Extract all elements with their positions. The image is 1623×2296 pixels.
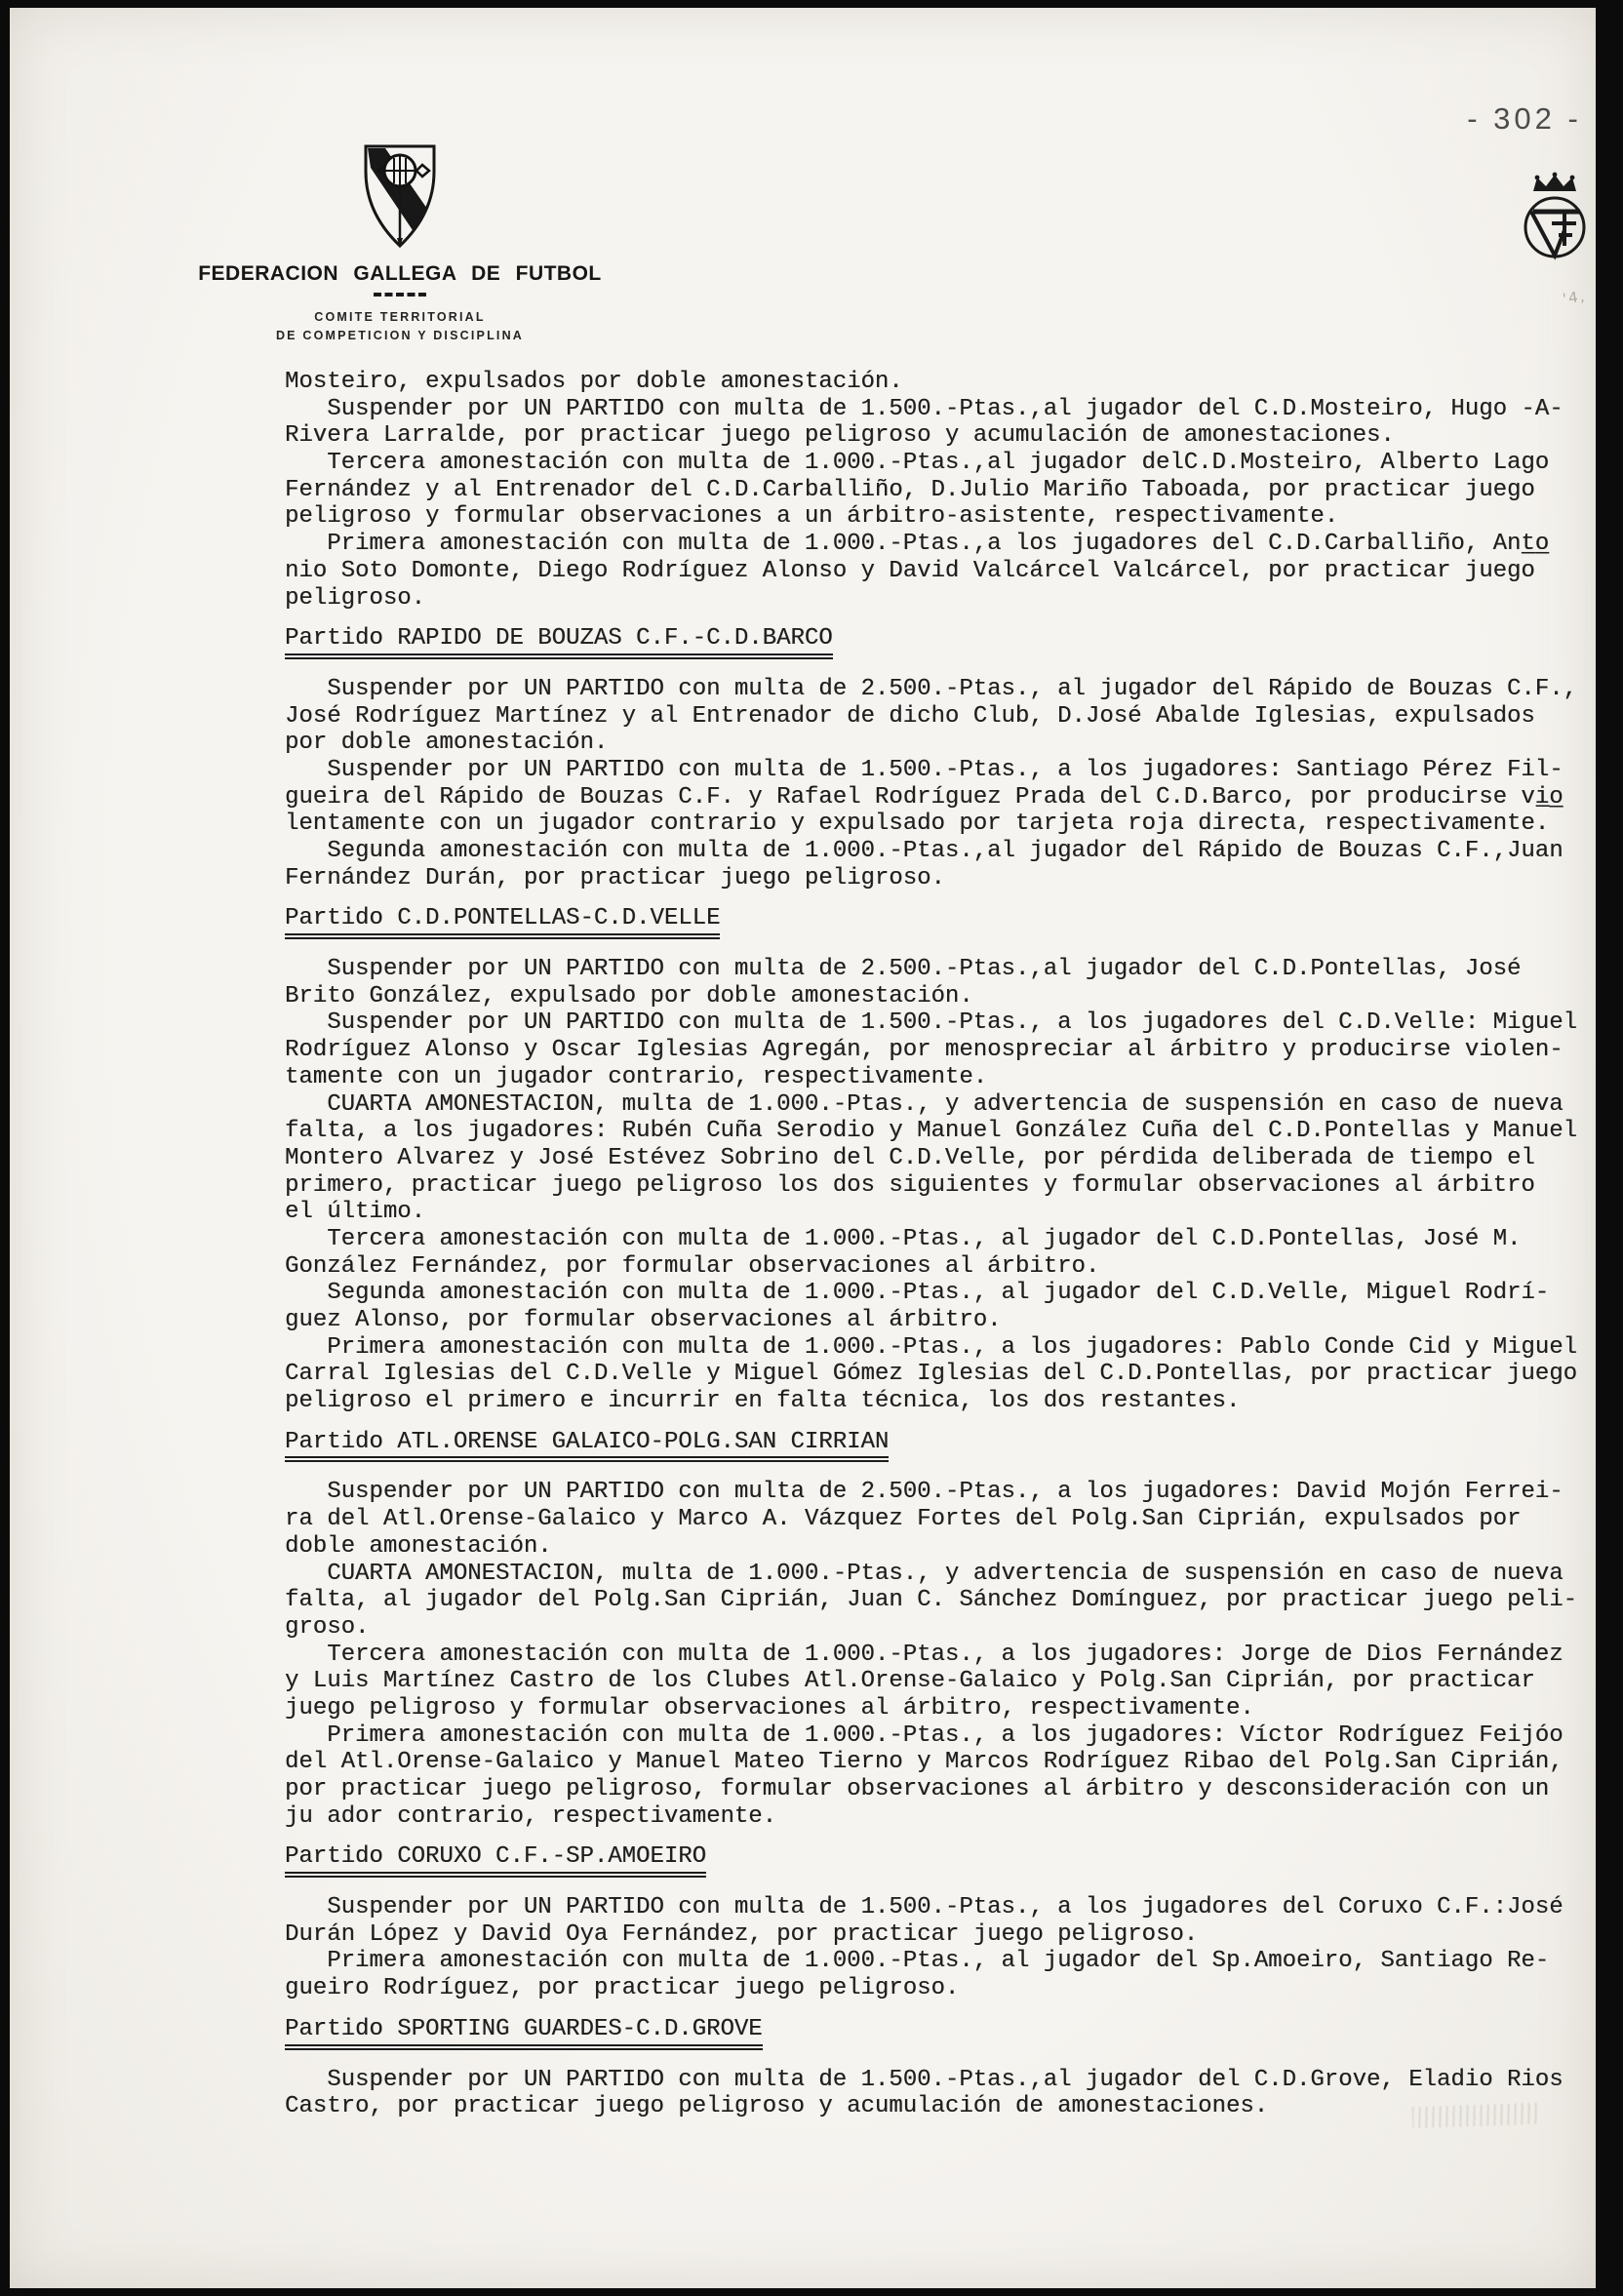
committee-line-1: COMITE TERRITORIAL (314, 310, 486, 324)
section-heading-text: Partido RAPIDO DE BOUZAS C.F.-C.D.BARCO (285, 625, 833, 659)
text-line: Suspender por UN PARTIDO con multa de 1.500.-Ptas., a los jugadores: Santiago Pérez Fil- (285, 756, 1564, 783)
match-section (285, 369, 1603, 612)
page-number: - 302 - (1467, 101, 1582, 136)
text-line: el último. (285, 1199, 426, 1226)
text-line: tamente con un jugador contrario, respectivamente. (285, 1063, 988, 1090)
committee-line-2: DE COMPETICION Y DISCIPLINA (275, 329, 525, 342)
match-section (285, 905, 1603, 1414)
text-line: Segunda amonestación con multa de 1.000.-Ptas.,al jugador del Rápido de Bouzas C.F.,Juan (285, 838, 1564, 864)
text-line: Mosteiro, expulsados por doble amonestación. (285, 369, 903, 395)
text-line: Suspender por UN PARTIDO con multa de 2.500.-Ptas., a los jugadores: David Mojón Ferrei- (285, 1479, 1564, 1506)
text-line: nio Soto Domonte, Diego Rodríguez Alonso y David Valcárcel Valcárcel, por practicar juego (285, 557, 1535, 584)
text-line: Rodríguez Alonso y Oscar Iglesias Agregán, por menospreciar al árbitro y producirse violen- (285, 1037, 1564, 1064)
match-section (285, 1429, 1603, 1831)
text-line: falta, al jugador del Polg.San Ciprián, Juan C. Sánchez Domínguez, por practicar juego peli- (285, 1587, 1578, 1614)
org-name: FEDERACION GALLEGA DE FUTBOL (198, 262, 602, 285)
text-line: peligroso el primero e incurrir en falta técnica, los dos restantes. (285, 1388, 1241, 1415)
text-line: guez Alonso, por formular observaciones al árbitro. (285, 1307, 1002, 1333)
text-line: Fernández Durán, por practicar juego peligroso. (285, 864, 945, 891)
text-line: Primera amonestación con multa de 1.000.-Ptas., a los jugadores: Pablo Conde Cid y Miguel (285, 1333, 1578, 1361)
text-line: peligroso. (285, 584, 426, 612)
text-line: González Fernández, por formular observaciones al árbitro. (285, 1252, 1100, 1280)
text-line: doble amonestación. (285, 1532, 552, 1560)
text-line: Brito González, expulsado por doble amonestación. (285, 982, 973, 1009)
letterhead (107, 142, 693, 345)
text-line: José Rodríguez Martínez y al Entrenador de dicho Club, D.José Abalde Iglesias, expulsados (285, 702, 1535, 730)
federation-shield-icon (361, 142, 439, 250)
section-heading (285, 2016, 1603, 2043)
text-line: Suspender por UN PARTIDO con multa de 1.500.-Ptas.,al jugador del C.D.Grove, Eladio Rios (285, 2066, 1564, 2093)
text-line: Suspender por UN PARTIDO con multa de 1.500.-Ptas., a los jugadores del Coruxo C.F.:José (285, 1894, 1564, 1921)
match-section (285, 2016, 1603, 2120)
match-section (285, 625, 1603, 891)
fgf-crown-crest-icon (1520, 168, 1590, 265)
text-line: Suspender por UN PARTIDO con multa de 2.500.-Ptas.,al jugador del C.D.Pontellas, José (285, 956, 1522, 983)
pencil-annotation: '4, (1561, 287, 1588, 308)
text-line: Tercera amonestación con multa de 1.000.-Ptas., al jugador del C.D.Pontellas, José M. (285, 1225, 1522, 1252)
text-line: Suspender por UN PARTIDO con multa de 1.500.-Ptas., a los jugadores del C.D.Velle: Miguel (285, 1009, 1578, 1037)
document-body (285, 369, 1603, 2120)
section-heading-text: Partido ATL.ORENSE GALAICO-POLG.SAN CIRRIAN (285, 1429, 889, 1463)
text-line: primero, practicar juego peligroso los dos siguientes y formular observaciones al árbitro (285, 1171, 1535, 1199)
section-heading-text: Partido C.D.PONTELLAS-C.D.VELLE (285, 905, 720, 939)
text-line: Castro, por practicar juego peligroso y acumulación de amonestaciones. (285, 2093, 1269, 2120)
text-line: Rivera Larralde, por practicar juego peligroso y acumulación de amonestaciones. (285, 422, 1395, 450)
text-line: juego peligroso y formular observaciones al árbitro, respectivamente. (285, 1694, 1254, 1722)
text-line: Segunda amonestación con multa de 1.000.-Ptas., al jugador del C.D.Velle, Miguel Rodrí- (285, 1280, 1550, 1307)
text-line: ra del Atl.Orense-Galaico y Marco A. Vázquez Fortes del Polg.San Ciprián, expulsados por (285, 1506, 1522, 1533)
text-line: gueira del Rápido de Bouzas C.F. y Rafael Rodríguez Prada del C.D.Barco, por producirse vi̲o̲ (285, 783, 1564, 811)
text-line: Montero Alvarez y José Estévez Sobrino del C.D.Velle, por pérdida deliberada de tiempo el (285, 1144, 1535, 1171)
text-line: groso. (285, 1613, 370, 1641)
match-section (285, 1843, 1603, 2001)
section-heading (285, 625, 1603, 653)
text-line: lentamente con un jugador contrario y expulsado por tarjeta roja directa, respectivamente. (285, 811, 1550, 838)
text-line: del Atl.Orense-Galaico y Manuel Mateo Tierno y Marcos Rodríguez Ribao del Polg.San Ciprián, (285, 1749, 1564, 1776)
text-line: Suspender por UN PARTIDO con multa de 1.500.-Ptas.,al jugador del C.D.Mosteiro, Hugo -A- (285, 395, 1564, 422)
text-line: Primera amonestación con multa de 1.000.-Ptas., al jugador del Sp.Amoeiro, Santiago Re- (285, 1948, 1550, 1975)
text-line: peligroso y formular observaciones a un árbitro-asistente, respectivamente. (285, 503, 1339, 531)
text-line: Tercera amonestación con multa de 1.000.-Ptas.,al jugador delC.D.Mosteiro, Alberto Lago (285, 450, 1550, 477)
text-line: Suspender por UN PARTIDO con multa de 2.500.-Ptas., al jugador del Rápido de Bouzas C.F., (285, 675, 1578, 702)
text-line: Tercera amonestación con multa de 1.000.-Ptas., a los jugadores: Jorge de Dios Fernández (285, 1641, 1564, 1668)
section-heading-text: Partido CORUXO C.F.-SP.AMOEIRO (285, 1843, 706, 1878)
text-line: por doble amonestación. (285, 730, 609, 757)
text-line: por practicar juego peligroso, formular observaciones al árbitro y desconsideración con un (285, 1776, 1550, 1802)
text-line: Durán López y David Oya Fernández, por practicar juego peligroso. (285, 1920, 1199, 1948)
text-line: falta, a los jugadores: Rubén Cuña Serodio y Manuel González Cuña del C.D.Pontellas y Manuel (285, 1118, 1578, 1145)
text-line: y Luis Martínez Castro de los Clubes Atl.Orense-Galaico y Polg.San Ciprián, por practicar (285, 1668, 1535, 1695)
section-heading (285, 1843, 1603, 1871)
letterhead-divider (374, 293, 426, 300)
text-line: Carral Iglesias del C.D.Velle y Miguel Gómez Iglesias del C.D.Pontellas, por practicar juego (285, 1361, 1578, 1388)
section-heading-text: Partido SPORTING GUARDES-C.D.GROVE (285, 2016, 763, 2050)
text-line: ju ador contrario, respectivamente. (285, 1802, 777, 1830)
document-page (10, 8, 1596, 2288)
text-line: CUARTA AMONESTACION, multa de 1.000.-Ptas., y advertencia de suspensión en caso de nueva (285, 1560, 1564, 1587)
text-line: gueiro Rodríguez, por practicar juego peligroso. (285, 1975, 960, 2002)
text-line: Primera amonestación con multa de 1.000.-Ptas., a los jugadores: Víctor Rodríguez Feijóo (285, 1722, 1564, 1749)
text-line: Fernández y al Entrenador del C.D.Carballiño, D.Julio Mariño Taboada, por practicar juego (285, 476, 1535, 503)
section-heading (285, 905, 1603, 932)
text-line: CUARTA AMONESTACION, multa de 1.000.-Ptas., y advertencia de suspensión en caso de nueva (285, 1090, 1564, 1118)
text-line: Primera amonestación con multa de 1.000.-Ptas.,a los jugadores del C.D.Carballiño, Ant̲o̲ (285, 531, 1550, 558)
section-heading (285, 1429, 1603, 1456)
